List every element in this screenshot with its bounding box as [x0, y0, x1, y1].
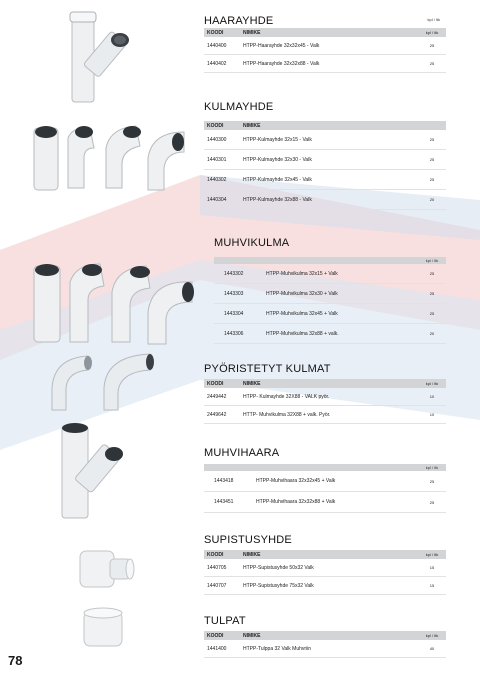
- muhvihaara-section: [204, 446, 446, 513]
- row-qty: 25: [429, 478, 435, 484]
- table-header: [214, 257, 446, 264]
- header-name: NIMIKE: [243, 632, 261, 639]
- supistusyhde-photo: [74, 545, 138, 591]
- row-code: 1440301: [207, 156, 227, 163]
- table-row: [214, 304, 446, 324]
- header-code: KOODI: [207, 122, 224, 129]
- row-code: 1440402: [207, 60, 227, 67]
- header-name: NIMIKE: [243, 551, 261, 558]
- tulppa-photo: [78, 604, 128, 652]
- header-name: NIMIKE: [243, 29, 261, 36]
- row-name: HTPP- Kulmayhde 32X88 - VALK pyör.: [243, 393, 330, 400]
- table-row: [204, 471, 446, 492]
- muhvihaara-photo: [50, 420, 130, 524]
- row-name: HTPP-Supistusyhde 50x32 Valk: [243, 564, 314, 571]
- table-header: [204, 464, 446, 471]
- row-code: 1443451: [214, 499, 234, 505]
- row-name: HTPP-Muhvikulma 32x30 + Valk: [266, 290, 338, 297]
- row-qty: 20: [429, 197, 435, 202]
- row-name: HTPP-Muhvikulma 32x88 + valk.: [266, 330, 339, 337]
- row-code: 2449642: [207, 411, 227, 418]
- row-code: 1440300: [207, 136, 227, 143]
- row-name: HTPP-Kulmayhde 32x88 - Valk: [243, 196, 312, 203]
- table-row: [204, 190, 446, 210]
- header-code: KOODI: [207, 29, 224, 36]
- row-code: 1443304: [224, 310, 244, 317]
- row-name: HTPP-Muhvikulma 32x15 + Valk: [266, 270, 338, 277]
- muhvikulma-photo: [30, 252, 198, 348]
- row-code: 1443306: [224, 330, 244, 337]
- section-title: TULPAT: [204, 615, 246, 627]
- row-code: 1440707: [207, 582, 227, 589]
- kulmayhde-section: [204, 100, 446, 210]
- row-code: 1443303: [224, 290, 244, 297]
- header-code: KOODI: [207, 551, 224, 558]
- row-qty: 10: [429, 412, 435, 417]
- table-row: [204, 406, 446, 424]
- row-qty: 25: [429, 43, 435, 48]
- table-row: [204, 492, 446, 513]
- section-title: PYÖRISTETYT KULMAT: [204, 363, 331, 375]
- row-qty: 40: [429, 646, 435, 651]
- header-unit: kpl / ltk: [425, 30, 439, 35]
- haarayhde-section: [204, 14, 446, 73]
- row-name: HTPP-Haarayhde 32x32x45 - Valk: [243, 42, 320, 49]
- unit-label: kpl / ltk: [427, 17, 440, 22]
- row-name: HTPP-Kulmayhde 32x15 - Valk: [243, 136, 312, 143]
- header-unit: kpl / ltk: [425, 381, 439, 386]
- row-name: HTPP-Kulmayhde 32x45 - Valk: [243, 176, 312, 183]
- row-name: HTPP-Muhvikulma 32x45 + Valk: [266, 310, 338, 317]
- pyoristetyt-kulmat-photo: [42, 348, 172, 414]
- row-qty: 25: [429, 61, 435, 66]
- section-title: HAARAYHDE: [204, 15, 274, 27]
- table-row: [214, 284, 446, 304]
- section-title: MUHVIKULMA: [214, 237, 290, 249]
- row-qty: 25: [429, 137, 435, 142]
- row-code: 1440302: [207, 176, 227, 183]
- table-row: [204, 130, 446, 150]
- row-code: 1440400: [207, 42, 227, 49]
- section-title: MUHVIHAARA: [204, 447, 280, 459]
- row-name: HTPP-Muhvihaara 32x32x88 + Valk: [256, 499, 336, 505]
- header-unit: kpl / ltk: [425, 633, 439, 638]
- header-unit: kpl / ltk: [425, 465, 439, 470]
- row-code: 1440304: [207, 196, 227, 203]
- page-number: 78: [8, 653, 23, 668]
- kulmayhde-photo: [28, 118, 190, 198]
- section-title: SUPISTUSYHDE: [204, 534, 292, 546]
- header-code: KOODI: [207, 632, 224, 639]
- table-row: [204, 388, 446, 406]
- header-unit: kpl / ltk: [425, 258, 439, 263]
- row-name: HTPP-Haarayhde 32x32x88 - Valk: [243, 60, 320, 67]
- row-name: HTPP-Kulmayhde 32x30 - Valk: [243, 156, 312, 163]
- table-row: [204, 640, 446, 658]
- table-row: [204, 577, 446, 595]
- muhvikulma-section: [214, 236, 446, 344]
- row-qty: 25: [429, 291, 435, 296]
- table-header: [204, 121, 446, 130]
- row-qty: 20: [429, 331, 435, 336]
- header-code: KOODI: [207, 380, 224, 387]
- row-qty: 25: [429, 311, 435, 316]
- row-name: HTPP-Supistusyhde 75x32 Valk: [243, 582, 314, 589]
- haarayhde-photo: [62, 8, 134, 108]
- row-code: 1440705: [207, 564, 227, 571]
- row-qty: 10: [429, 394, 435, 399]
- row-qty: 15: [429, 565, 435, 570]
- row-code: 2449442: [207, 393, 227, 400]
- table-header: [204, 379, 446, 388]
- table-row: [204, 37, 446, 55]
- supistusyhde-section: [204, 533, 446, 595]
- table-row: [204, 559, 446, 577]
- table-row: [204, 55, 446, 73]
- table-row: [214, 324, 446, 344]
- table-row: [204, 170, 446, 190]
- row-name: HTPP-Tulppa 32 Valk Muhvriin: [243, 645, 312, 652]
- section-title: KULMAYHDE: [204, 101, 274, 113]
- table-header: [204, 28, 446, 37]
- table-row: [214, 264, 446, 284]
- row-code: 1443302: [224, 270, 244, 277]
- header-name: NIMIKE: [243, 380, 261, 387]
- row-qty: 15: [429, 583, 435, 588]
- row-name: HTPP-Muhvihaara 32x32x45 + Valk: [256, 478, 336, 484]
- table-header: [204, 550, 446, 559]
- header-name: NIMIKE: [243, 122, 261, 129]
- row-name: HTTP- Muhvikulma 32X88 + valk. Pyör.: [243, 411, 331, 418]
- tulpat-section: [204, 614, 446, 658]
- header-unit: kpl / ltk: [425, 552, 439, 557]
- row-qty: 25: [429, 499, 435, 505]
- row-qty: 25: [429, 177, 435, 182]
- table-row: [204, 150, 446, 170]
- row-qty: 25: [429, 157, 435, 162]
- table-header: [204, 631, 446, 640]
- pyoristetyt-kulmat-section: [204, 362, 446, 424]
- row-code: 1443418: [214, 478, 234, 484]
- row-qty: 25: [429, 271, 435, 276]
- row-code: 1441400: [207, 645, 227, 652]
